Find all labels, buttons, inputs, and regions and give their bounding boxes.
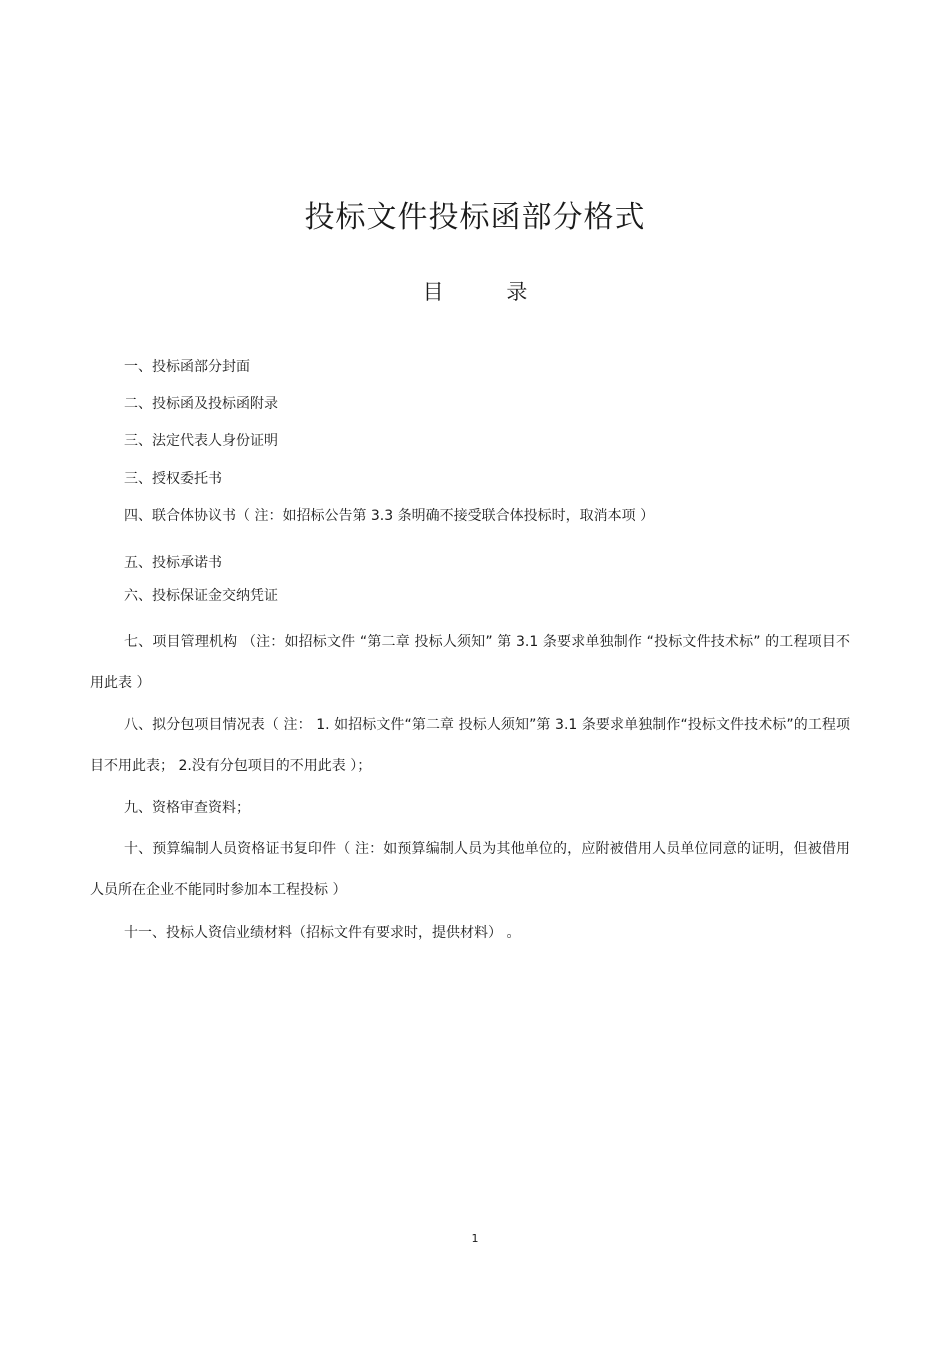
- toc-item-6: 五、投标承诺书: [124, 555, 222, 571]
- toc-item-12: 十一、投标人资信业绩材料（招标文件有要求时，提供材料） 。: [124, 925, 521, 941]
- toc-item-4: 三、授权委托书: [124, 471, 222, 487]
- toc-item-11: 十、预算编制人员资格证书复印件（ 注：如预算编制人员为其他单位的，应附被借用人员单位同意的证明，但被借用人员所在企业不能同时参加本工程投标 ）: [90, 841, 850, 898]
- toc-heading: 目 录: [422, 280, 556, 304]
- page-number: 1: [471, 1232, 479, 1245]
- toc-item-10: 九、资格审查资料；: [124, 800, 250, 816]
- toc-item-8: 七、项目管理机构 （注：如招标文件 “第二章 投标人须知” 第 3.1 条要求单独制作 “投标文件技术标” 的工程项目不用此表 ）: [90, 634, 850, 691]
- toc-item-2: 二、投标函及投标函附录: [124, 396, 278, 412]
- toc-item-9: 八、拟分包项目情况表（ 注： 1. 如招标文件“第二章 投标人须知”第 3.1 条要求单独制作“投标文件技术标”的工程项目不用此表； 2.没有分包项目的不用此表 ）；: [90, 717, 850, 774]
- toc-item-7: 六、投标保证金交纳凭证: [124, 588, 278, 604]
- toc-item-1: 一、投标函部分封面: [124, 359, 250, 375]
- toc-item-5: 四、联合体协议书（ 注：如招标公告第 3.3 条明确不接受联合体投标时，取消本项 ）: [124, 508, 655, 524]
- toc-item-3: 三、法定代表人身份证明: [124, 433, 278, 449]
- document-title: 投标文件投标函部分格式: [304, 200, 646, 235]
